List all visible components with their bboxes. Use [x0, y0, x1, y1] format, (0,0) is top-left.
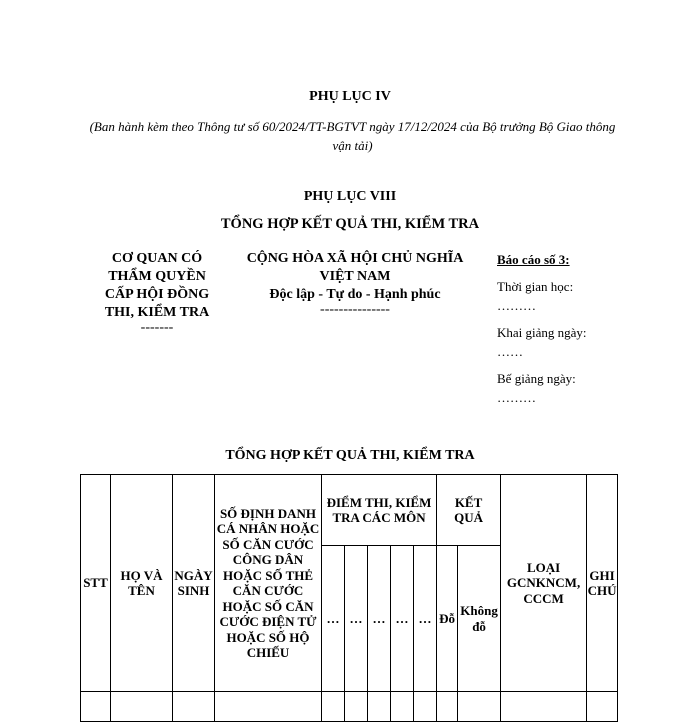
- study-time-value: ………: [497, 298, 536, 313]
- subject-column: …: [345, 546, 368, 692]
- table-cell: [322, 692, 345, 722]
- nation-rule: ---------------: [320, 302, 390, 317]
- header-birth-date: NGÀY SINH: [173, 475, 215, 692]
- header-id-number: SỐ ĐỊNH DANH CÁ NHÂN HOẶC SỐ CĂN CƯỚC CÔNG DÂN HOẶC SỐ THẺ CĂN CƯỚC HOẶC SỐ CĂN CƯỚC ĐIỆN TỬ HOẶC SỐ HỘ CHIẾU: [215, 475, 322, 692]
- table-cell: [173, 692, 215, 722]
- table-cell: [81, 692, 111, 722]
- table-cell: [345, 692, 368, 722]
- agency-line: CẤP HỘI ĐỒNG: [104, 287, 210, 302]
- agency-line: THẨM QUYỀN: [108, 269, 206, 284]
- closing-date-value: ………: [497, 390, 536, 405]
- subject-column: …: [414, 546, 437, 692]
- agency-line: THI, KIỂM TRA: [104, 305, 210, 320]
- header-stt: STT: [81, 475, 111, 692]
- result-pass: Đỗ: [437, 546, 458, 692]
- national-header: [232, 250, 478, 316]
- header-full-name: HỌ VÀ TÊN: [111, 475, 173, 692]
- subject-column: …: [322, 546, 345, 692]
- table-title: TỔNG HỢP KẾT QUẢ THI, KIỂM TRA: [225, 448, 475, 463]
- closing-date-label: Bế giảng ngày:: [497, 371, 576, 386]
- table-cell: [501, 692, 587, 722]
- form-title: TỔNG HỢP KẾT QUẢ THI, KIỂM TRA: [220, 216, 480, 232]
- header-certificate-type: LOẠI GCNKNCM, CCCM: [501, 475, 587, 692]
- opening-date-label: Khai giảng ngày:: [497, 325, 587, 340]
- subject-column: …: [391, 546, 414, 692]
- nation-name-line2: VIỆT NAM: [319, 269, 391, 284]
- opening-date-value: ……: [497, 344, 523, 359]
- subject-column: …: [368, 546, 391, 692]
- table-cell: [215, 692, 322, 722]
- agency-line: CƠ QUAN CÓ: [111, 251, 203, 266]
- table-cell: [437, 692, 458, 722]
- header-scores: ĐIỂM THI, KIỂM TRA CÁC MÔN: [322, 475, 437, 546]
- table-cell: [111, 692, 173, 722]
- table-cell: [414, 692, 437, 722]
- agency-rule: -------: [140, 320, 174, 335]
- issuing-agency: [86, 250, 228, 334]
- table-cell: [368, 692, 391, 722]
- nation-name-line1: CỘNG HÒA XÃ HỘI CHỦ NGHĨA: [246, 251, 464, 266]
- table-cell: [587, 692, 618, 722]
- issuance-note: (Ban hành kèm theo Thông tư số 60/2024/TT-BGTVT ngày 17/12/2024 của Bộ trưởng Bộ Giao thông vận tải): [89, 119, 616, 153]
- report-info: [497, 250, 667, 407]
- appendix-label: PHỤ LỤC IV: [309, 89, 391, 104]
- form-label: PHỤ LỤC VIII: [303, 189, 397, 204]
- header-note: GHI CHÚ: [587, 475, 618, 692]
- study-time-label: Thời gian học:: [497, 279, 574, 294]
- table-cell: [458, 692, 501, 722]
- report-number: Báo cáo số 3:: [497, 252, 570, 267]
- table-cell: [391, 692, 414, 722]
- result-fail: Không đỗ: [458, 546, 501, 692]
- header-result: KẾT QUẢ: [437, 475, 501, 546]
- results-table: [80, 474, 618, 722]
- national-motto: Độc lập - Tự do - Hạnh phúc: [269, 287, 441, 302]
